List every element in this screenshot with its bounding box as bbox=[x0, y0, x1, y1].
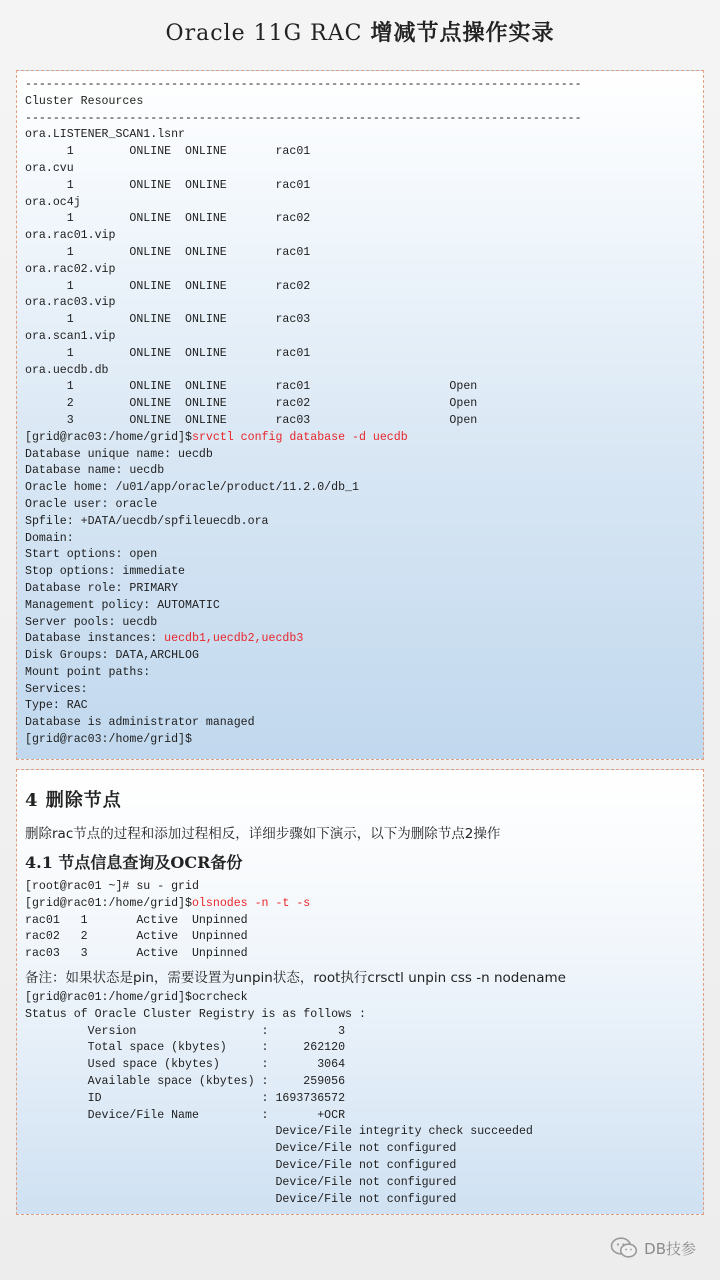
ocrcheck-line: Device/File Name : +OCR bbox=[25, 1108, 346, 1122]
note-text: 备注：如果状态是pin，需要设置为unpin状态，root执行crsctl unpin css -n nodename bbox=[25, 969, 566, 986]
subsection-heading: 4.1 节点信息查询及OCR备份 bbox=[25, 853, 243, 872]
config-line: [grid@rac03:/home/grid]$ bbox=[25, 733, 192, 747]
ocrcheck-line: ID : 1693736572 bbox=[25, 1091, 346, 1105]
node-row: rac03 3 Active Unpinned bbox=[25, 947, 248, 961]
ocrcheck-line: Device/File not configured bbox=[25, 1175, 457, 1189]
resource-line: 1 ONLINE ONLINE rac01 bbox=[25, 346, 311, 360]
resource-line: ora.oc4j bbox=[25, 195, 81, 209]
instances-line bbox=[25, 631, 695, 648]
shell-prompt: [grid@rac01:/home/grid]$ bbox=[25, 896, 192, 910]
wechat-icon bbox=[610, 1237, 638, 1259]
resource-line: 1 ONLINE ONLINE rac01 bbox=[25, 145, 311, 159]
separator-top: -------------------------------------------------------------------------------- bbox=[25, 78, 582, 91]
resource-line: 1 ONLINE ONLINE rac02 bbox=[25, 212, 311, 226]
resource-line: ora.scan1.vip bbox=[25, 329, 116, 343]
config-line: Domain: bbox=[25, 531, 74, 545]
config-line: Server pools: uecdb bbox=[25, 615, 158, 629]
config-line: Database unique name: uecdb bbox=[25, 447, 213, 461]
cluster-resources-header: Cluster Resources bbox=[25, 94, 144, 108]
config-line: Oracle home: /u01/app/oracle/product/11.2.0/db_1 bbox=[25, 481, 359, 495]
ocrcheck-output bbox=[25, 990, 695, 1208]
section-heading: 4 删除节点 bbox=[25, 790, 122, 811]
page-title bbox=[0, 16, 720, 47]
node-list bbox=[25, 913, 695, 963]
ocrcheck-line: Status of Oracle Cluster Registry is as follows : bbox=[25, 1007, 366, 1021]
olsnodes-line bbox=[25, 896, 695, 913]
ocrcheck-line: Device/File not configured bbox=[25, 1192, 457, 1206]
ocrcheck-line: Total space (kbytes) : 262120 bbox=[25, 1041, 346, 1055]
config-line: Mount point paths: bbox=[25, 665, 151, 679]
node-row: rac01 1 Active Unpinned bbox=[25, 913, 248, 927]
config-line: Database role: PRIMARY bbox=[25, 581, 179, 595]
resource-line: 1 ONLINE ONLINE rac02 bbox=[25, 279, 311, 293]
ocrcheck-line: Device/File not configured bbox=[25, 1158, 457, 1172]
config-line: Type: RAC bbox=[25, 699, 88, 713]
resource-line: 1 ONLINE ONLINE rac01 bbox=[25, 178, 311, 192]
config-line: Spfile: +DATA/uecdb/spfileuecdb.ora bbox=[25, 514, 269, 528]
config-line: Disk Groups: DATA,ARCHLOG bbox=[25, 649, 199, 663]
config-line: Management policy: AUTOMATIC bbox=[25, 598, 220, 612]
ocrcheck-line: Device/File not configured bbox=[25, 1142, 457, 1156]
brand-watermark bbox=[610, 1237, 696, 1259]
ocrcheck-line: [grid@rac01:/home/grid]$ocrcheck bbox=[25, 990, 248, 1004]
shell-prompt: [grid@rac03:/home/grid]$ bbox=[25, 430, 192, 444]
config-list-b bbox=[25, 648, 695, 749]
separator-bottom: -------------------------------------------------------------------------------- bbox=[25, 111, 582, 125]
config-line: Database is administrator managed bbox=[25, 716, 255, 730]
ocrcheck-line: Device/File integrity check succeeded bbox=[25, 1125, 533, 1139]
config-line: Database name: uecdb bbox=[25, 464, 165, 478]
resource-list bbox=[25, 127, 695, 429]
config-line: Oracle user: oracle bbox=[25, 497, 158, 511]
resource-line: ora.LISTENER_SCAN1.lsnr bbox=[25, 128, 186, 142]
brand-label: DB技参 bbox=[644, 1239, 696, 1258]
title-latin: Oracle 11G RAC bbox=[165, 21, 371, 46]
ocrcheck-line: Available space (kbytes) : 259056 bbox=[25, 1074, 346, 1088]
resource-line: ora.rac03.vip bbox=[25, 296, 116, 310]
title-cn: 增减节点操作实录 bbox=[370, 21, 555, 46]
node-row: rac02 2 Active Unpinned bbox=[25, 930, 248, 944]
ocrcheck-line: Used space (kbytes) : 3064 bbox=[25, 1058, 346, 1072]
config-line: Services: bbox=[25, 682, 88, 696]
srvctl-command: srvctl config database -d uecdb bbox=[191, 430, 408, 444]
resource-line: 1 ONLINE ONLINE rac03 bbox=[25, 313, 311, 327]
instances-value: uecdb1,uecdb2,uecdb3 bbox=[164, 632, 304, 646]
olsnodes-command: olsnodes -n -t -s bbox=[191, 896, 311, 910]
config-list-a bbox=[25, 447, 695, 632]
resource-line: 1 ONLINE ONLINE rac01 bbox=[25, 245, 311, 259]
resource-line: ora.rac02.vip bbox=[25, 262, 116, 276]
content-panel-2 bbox=[16, 769, 704, 1215]
ocrcheck-line: Version : 3 bbox=[25, 1024, 346, 1038]
config-line: Start options: open bbox=[25, 548, 158, 562]
resource-line: ora.uecdb.db bbox=[25, 363, 109, 377]
resource-line: 2 ONLINE ONLINE rac02 Open bbox=[25, 397, 478, 411]
resource-line: ora.rac01.vip bbox=[25, 229, 116, 243]
resource-line: ora.cvu bbox=[25, 161, 74, 175]
config-line: Stop options: immediate bbox=[25, 565, 186, 579]
su-command-line: [root@rac01 ~]# su - grid bbox=[25, 880, 199, 893]
resource-line: 1 ONLINE ONLINE rac01 Open bbox=[25, 380, 478, 394]
resource-line: 3 ONLINE ONLINE rac03 Open bbox=[25, 413, 478, 427]
section-intro: 删除rac节点的过程和添加过程相反，详细步骤如下演示，以下为删除节点2操作 bbox=[25, 826, 501, 842]
command-line bbox=[25, 430, 695, 447]
instances-label: Database instances: bbox=[25, 632, 165, 646]
terminal-panel-1 bbox=[16, 70, 704, 760]
